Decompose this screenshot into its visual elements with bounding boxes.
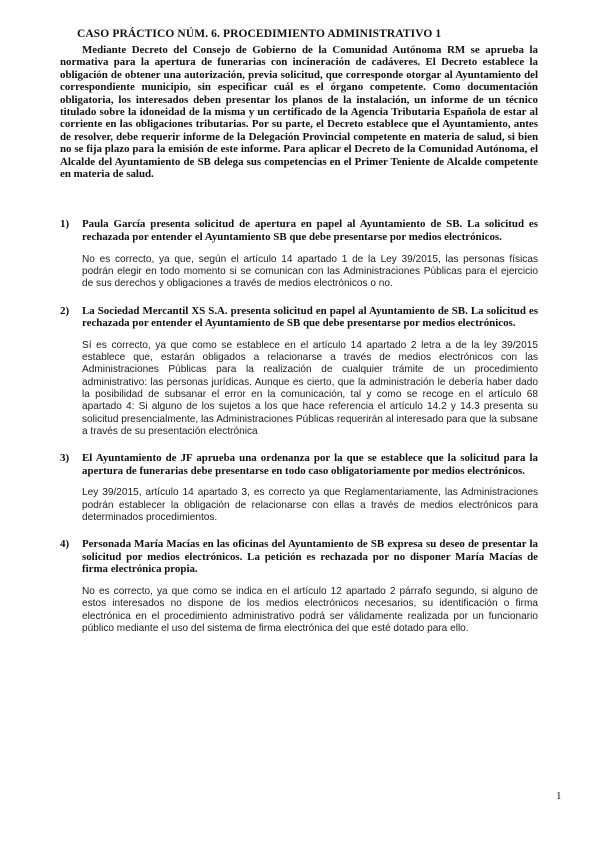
question-text: Paula García presenta solicitud de apertura en papel al Ayuntamiento de SB. La solicitud es rechazada por entender el Ayuntamiento SB que debe presentarse por medios electrónicos. [82, 218, 538, 244]
question-text: La Sociedad Mercantil XS S.A. presenta solicitud en papel al Ayuntamiento de SB. La solicitud es rechazada por entender el Ayuntamiento de SB que debe presentarse por medios electrónicos. [82, 304, 538, 330]
answer-text: No es correcto, ya que, según el artículo 14 apartado 1 de la Ley 39/2015, las personas físicas podrán elegir en todo momento si se comunican con las Administraciones Públicas para el ejercicio de sus derechos y obligaciones a través de medios electrónicos o no. [82, 253, 538, 290]
answer-text: Sí es correcto, ya que como se establece en el artículo 14 apartado 2 letra a de la ley 39/2015 establece que, estarán obligados a relacionarse a través de medios electrónicos con las Administraciones Públicas para la realización de cualquier trámite de un procedimiento administrativo: las personas jurídicas. Aunque es cierto, que la administración le debería haber dado la posibilidad de subsanar el error en la comunicación, tal y como se recoge en el artículo 68 apartado 4: Si alguno de los sujetos a los que hace referencia el artículo 14.2 y 14.3 presenta su solicitud presencialmente, las Administraciones Públicas requerirán al interesado para que la subsane a través de su presentación electrónica [82, 339, 538, 437]
answer-text: Ley 39/2015, artículo 14 apartado 3, es correcto ya que Reglamentariamente, las Administraciones podrán establecer la obligación de relacionarse con ellas a través de medios electrónicos para determinados procedimientos. [82, 487, 538, 523]
question-item [60, 538, 538, 635]
question-item [60, 218, 538, 290]
page-number: 1 [556, 790, 562, 802]
answer-text: No es correcto, ya que como se indica en el artículo 12 apartado 2 párrafo segundo, si alguno de estos interesados no dispone de los medios electrónicos necesarios, su identificación o firma electrónica en el procedimiento administrativo podrá ser válidamente realizada por un funcionario público mediante el uso del sistema de firma electrónica del que esté dotado para ello. [82, 585, 538, 634]
question-number: 3) [60, 452, 70, 465]
question-text: Personada María Macías en las oficinas del Ayuntamiento de SB expresa su deseo de presentar la solicitud por medios electrónicos. La petición es rechazada por no disponer María Macías de firma electrónica propia. [82, 538, 538, 576]
question-item [60, 305, 538, 439]
question-number: 2) [60, 304, 70, 317]
document-page [60, 28, 538, 649]
question-number: 4) [60, 538, 70, 551]
document-title: CASO PRÁCTICO NÚM. 6. PROCEDIMIENTO ADMINISTRATIVO 1 [77, 28, 442, 40]
case-statement: Mediante Decreto del Consejo de Gobierno de la Comunidad Autónoma RM se aprueba la normativa para la apertura de funerarias con incineración de cadáveres. El Decreto establece la obligación de obtener una autorización, previa solicitud, que corresponde otorgar al Ayuntamiento del correspondiente municipio, sin especificar cuál es el órgano competente. Como documentación obligatoria, los interesados deben presentar los planos de la instalación, un informe de un técnico titulado sobre la idoneidad de la misma y un certificado de la Agencia Tributaria Española de estar al corriente en las obligaciones tributarias. Por su parte, el Decreto establece que el Ayuntamiento, antes de resolver, debe requerir informe de la Delegación Provincial competente en materia de salud, si bien no se fija plazo para la emisión de este informe. Para aplicar el Decreto de la Comunidad Autónoma, el Alcalde del Ayuntamiento de SB delega sus competencias en el Primer Teniente de Alcalde competente en materia de salud. [60, 44, 538, 181]
question-text: El Ayuntamiento de JF aprueba una ordenanza por la que se establece que la solicitud para la apertura de funerarias debe presentarse en todo caso obligatoriamente por medios electrónicos. [82, 452, 538, 477]
question-number: 1) [60, 218, 70, 231]
question-item [60, 452, 538, 524]
